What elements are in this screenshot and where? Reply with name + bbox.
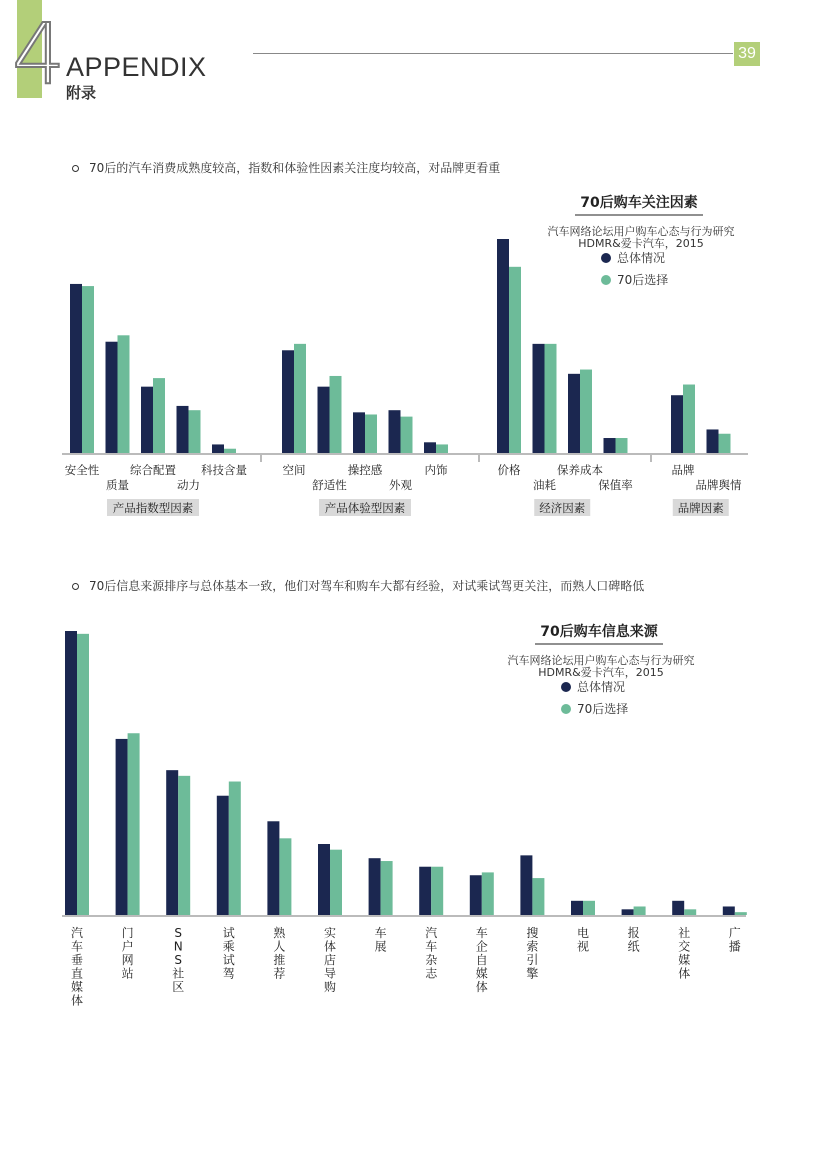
chart-title: 70后购车关注因素 [580, 195, 698, 211]
x-tick-label: 操控感 [347, 463, 383, 477]
group-label: 产品指数型因素 [112, 501, 194, 515]
bar-total [177, 406, 189, 453]
bar-70s [77, 634, 89, 915]
group-label: 品牌因素 [677, 501, 724, 515]
legend-marker [561, 682, 571, 692]
bar-70s [436, 444, 448, 453]
bar-total [672, 901, 684, 915]
x-tick-label: 实体店导购 [323, 926, 337, 994]
bar-total [318, 844, 330, 915]
bar-70s [580, 370, 592, 453]
bar-total [141, 387, 153, 453]
x-tick-label: 门户网站 [121, 926, 134, 981]
legend-label: 总体情况 [577, 680, 626, 694]
bar-total [520, 855, 532, 915]
bar-total [106, 342, 118, 453]
bar-total [217, 796, 229, 915]
x-tick-label: 油耗 [533, 478, 556, 492]
chart-title: 70后购车信息来源 [540, 624, 658, 640]
bar-total [707, 429, 719, 453]
bar-total [212, 444, 224, 453]
page-subtitle: 附录 [66, 84, 97, 102]
legend-marker [601, 275, 611, 285]
bar-total [282, 350, 294, 453]
bar-total [389, 410, 401, 453]
legend-marker [601, 253, 611, 263]
bar-70s [82, 286, 94, 453]
x-tick-label: 保养成本 [557, 463, 603, 477]
bar-total [533, 344, 545, 453]
bullet-icon [72, 583, 79, 590]
bar-70s [583, 901, 595, 915]
bar-70s [128, 733, 140, 915]
x-tick-label: 搜索引擎 [526, 926, 539, 981]
bar-total [70, 284, 82, 453]
x-tick-label: 汽车垂直媒体 [70, 926, 84, 1008]
x-tick-label: 车展 [374, 926, 387, 954]
page-number: 39 [734, 42, 760, 66]
bar-total [571, 901, 583, 915]
bar-total [419, 867, 431, 915]
x-tick-label: 品牌舆情 [695, 478, 742, 492]
bar-70s [153, 378, 165, 453]
x-tick-label: 外观 [389, 478, 412, 492]
x-tick-label: 质量 [106, 478, 129, 492]
legend-label: 70后选择 [617, 273, 669, 287]
bar-total [116, 739, 128, 915]
section2-text: 70后信息来源排序与总体基本一致，他们对驾车和购车大都有经验，对试乘试驾更关注，而熟人口碑略低 [89, 579, 645, 593]
bar-70s [381, 861, 393, 915]
x-tick-label: 科技含量 [201, 463, 247, 477]
x-tick-label: 电视 [576, 926, 590, 954]
bar-total [723, 906, 735, 915]
bar-70s [431, 867, 443, 915]
bar-70s [634, 906, 646, 915]
chapter-number: 4 [12, 5, 66, 103]
bar-70s [482, 872, 494, 915]
x-tick-label: 品牌 [671, 463, 695, 477]
x-tick-label: 空间 [282, 463, 306, 477]
header-rule [253, 53, 733, 54]
x-tick-label: 综合配置 [130, 463, 176, 477]
chart-subtitle: HDMR&爱卡汽车，2015 [538, 666, 664, 679]
chart-info-sources [0, 612, 827, 1032]
x-tick-label: 广播 [728, 926, 741, 954]
bar-total [568, 374, 580, 453]
bar-70s [118, 335, 130, 453]
chart-subtitle: HDMR&爱卡汽车，2015 [578, 237, 704, 250]
bar-70s [401, 417, 413, 453]
bar-total [671, 395, 683, 453]
x-tick-label: 价格 [497, 463, 521, 477]
bar-70s [735, 912, 747, 915]
bar-70s [279, 838, 291, 915]
bar-70s [365, 414, 377, 453]
x-tick-label: 动力 [177, 478, 200, 492]
bar-total [369, 858, 381, 915]
bar-70s [330, 376, 342, 453]
x-tick-label: 舒适性 [312, 478, 347, 492]
legend-label: 总体情况 [617, 251, 666, 265]
bar-total [353, 412, 365, 453]
bar-70s [224, 449, 236, 453]
bar-70s [189, 410, 201, 453]
bar-70s [229, 782, 241, 915]
bar-70s [719, 434, 731, 453]
section1-bullet [72, 159, 500, 176]
x-tick-label: 安全性 [64, 463, 100, 477]
section2-bullet [72, 577, 644, 594]
x-tick-label: 车企自媒体 [475, 926, 488, 994]
bar-70s [616, 438, 628, 453]
bar-total [604, 438, 616, 453]
bar-total [267, 821, 279, 915]
bar-70s [330, 850, 342, 915]
x-tick-label: 试乘试驾 [222, 926, 235, 981]
chart-purchase-factors [0, 185, 827, 530]
x-tick-label: S N S 社区 [172, 926, 185, 994]
x-tick-label: 保值率 [598, 478, 633, 492]
bar-total [470, 875, 482, 915]
chart-subtitle: 汽车网络论坛用户购车心态与行为研究 [547, 225, 735, 238]
x-tick-label: 熟人推荐 [273, 926, 286, 981]
bar-70s [294, 344, 306, 453]
bar-70s [683, 385, 695, 453]
section1-text: 70后的汽车消费成熟度较高，指数和体验性因素关注度均较高，对品牌更看重 [89, 161, 501, 175]
legend-marker [561, 704, 571, 714]
bar-total [424, 442, 436, 453]
bar-70s [532, 878, 544, 915]
bar-70s [178, 776, 190, 915]
legend-label: 70后选择 [577, 702, 629, 716]
bar-total [166, 770, 178, 915]
bar-70s [684, 909, 696, 915]
group-label: 经济因素 [539, 501, 586, 515]
bar-total [318, 387, 330, 453]
x-tick-label: 内饰 [424, 463, 448, 477]
bar-70s [509, 267, 521, 453]
x-tick-label: 汽车杂志 [425, 926, 438, 981]
bar-total [65, 631, 77, 915]
group-label: 产品体验型因素 [324, 501, 406, 515]
bar-70s [545, 344, 557, 453]
bullet-icon [72, 165, 79, 172]
page-title: APPENDIX [66, 52, 207, 82]
chart-subtitle: 汽车网络论坛用户购车心态与行为研究 [507, 654, 695, 667]
bar-total [497, 239, 509, 453]
bar-total [622, 909, 634, 915]
x-tick-label: 社交媒体 [678, 926, 691, 981]
x-tick-label: 报纸 [627, 926, 640, 954]
